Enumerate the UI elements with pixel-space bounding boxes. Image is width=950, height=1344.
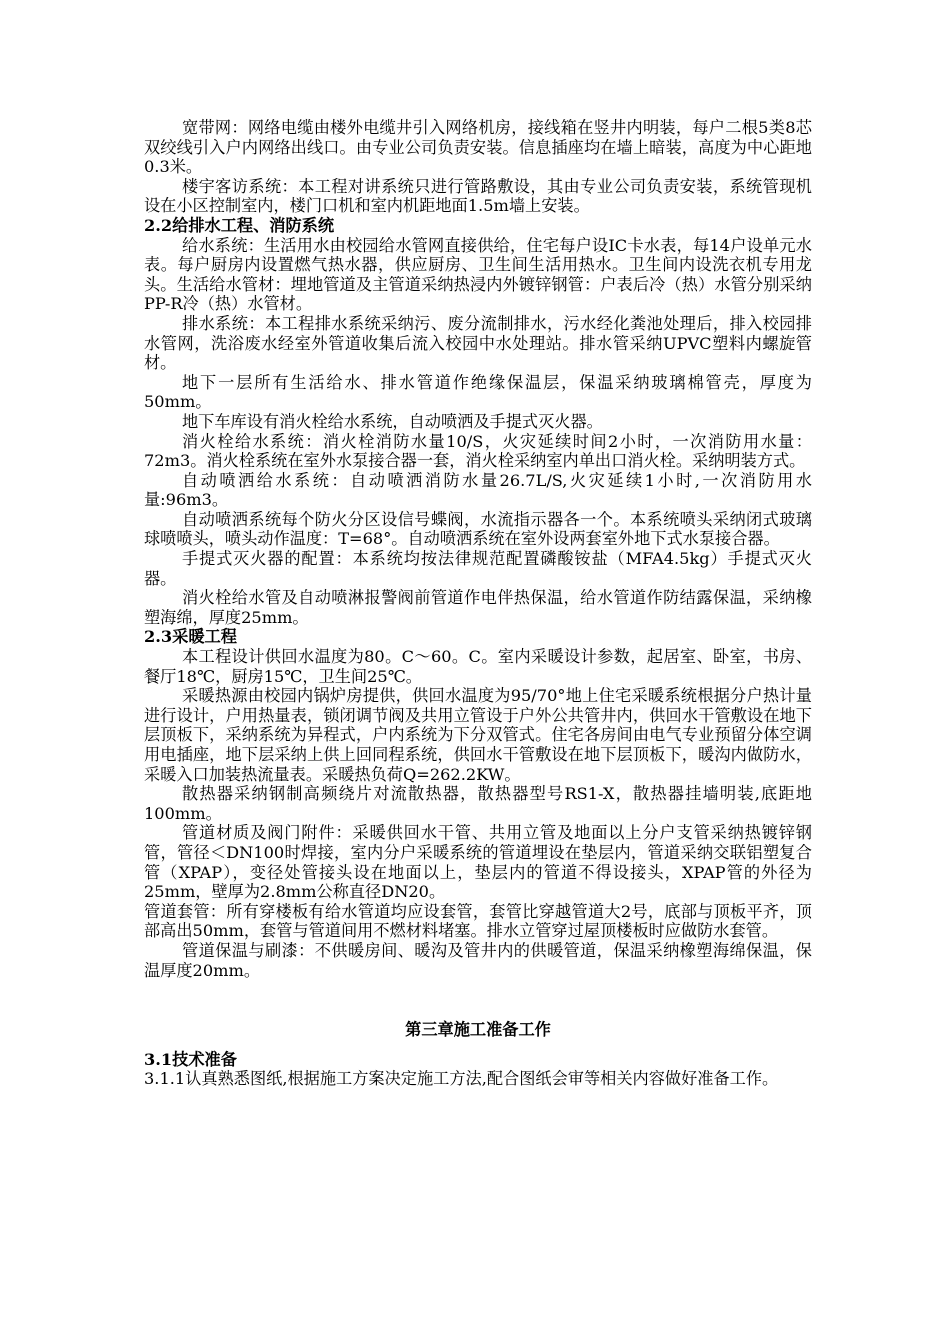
paragraph-insulation: 地下一层所有生活给水、排水管道作绝缘保温层，保温采纳玻璃棉管壳，厚度为50mm。 (144, 372, 812, 412)
paragraph-hydrant: 消火栓给水系统：消火栓消防水量10/S，火灾延续时间2小时，一次消防用水量：72m3。消火栓系统在室外水泵接合器一套，消火栓采纳室内单出口消火栓。采纳明装方式。 (144, 431, 812, 471)
paragraph-intercom: 楼宇客访系统：本工程对讲系统只进行管路敷设，其由专业公司负责安装，系统管现机设在小区控制室内，楼门口机和室内机距地面1.5m墙上安装。 (144, 176, 812, 216)
paragraph-extinguisher: 手提式灭火器的配置：本系统均按法律规范配置磷酸铵盐（MFA4.5kg）手提式灭火器。 (144, 549, 812, 588)
paragraph-temperature: 本工程设计供回水温度为80。C～60。C。室内采暖设计参数，起居室、卧室，书房、餐厅18℃，厨房15℃，卫生间25℃。 (144, 647, 812, 686)
section-heading-3-1: 3.1技术准备 (144, 1049, 237, 1069)
paragraph-heat-tracing: 消火栓给水管及自动喷淋报警阀前管道作电伴热保温，给水管道作防结露保温，采纳橡塑海绵，厚度25mm。 (144, 588, 812, 627)
paragraph-pipe-material: 管道材质及阀门附件：采暖供回水干管、共用立管及地面以上分户支管采纳热镀锌钢管，管径＜DN100时焊接，室内分户采暖系统的管道埋设在垫层内，管道采纳交联铝塑复合管（XPAP），变径处管接头设在地面以上，垫层内的管道不得设接头，XPAP管的外径为25mm，壁厚为2.8mm公称直径DN20。 (144, 823, 812, 902)
document-page (144, 118, 812, 1089)
paragraph-garage-fire: 地下车库设有消火栓给水系统，自动喷洒及手提式灭火器。 (182, 411, 603, 431)
paragraph-radiator: 散热器采纳钢制高频绕片对流散热器，散热器型号RS1-X，散热器挂墙明装,底距地100mm。 (144, 784, 812, 823)
section-heading-2-2: 2.2给排水工程、消防系统 (144, 215, 335, 235)
chapter-title: 第三章施工准备工作 (405, 1020, 551, 1040)
paragraph-heat-source: 采暖热源由校园内锅炉房提供，供回水温度为95/70°地上住宅采暖系统根据分户热计量进行设计，户用热量表，锁闭调节阀及共用立管设于户外公共管井内，供回水干管敷设在地下层顶板下，采纳系统为异程式，户内系统为下分双管式。住宅各房间由电气专业预留分体空调用电插座，地下层采纳上供上回同程系统，供回水干管敷设在地下层顶板下，暖沟内做防水，采暖入口加装热流量表。采暖热负荷Q=262.2KW。 (144, 686, 812, 784)
paragraph-sprinkler: 自动喷洒给水系统：自动喷洒消防水量26.7L/S,火灾延续1小时,一次消防用水量:96m3。 (144, 470, 812, 510)
paragraph-pipe-insulation: 管道保温与刷漆：不供暖房间、暖沟及管井内的供暖管道，保温采纳橡塑海绵保温，保温厚度20mm。 (144, 940, 812, 980)
paragraph-drainage: 排水系统：本工程排水系统采纳污、废分流制排水，污水经化粪池处理后，排入校园排水管网，洗浴废水经室外管道收集后流入校园中水处理站。排水管采纳UPVC塑料内螺旋管材。 (144, 313, 812, 373)
paragraph-3-1-1: 3.1.1认真熟悉图纸,根据施工方案决定施工方法,配合图纸会审等相关内容做好准备工作。 (144, 1069, 779, 1089)
paragraph-broadband: 宽带网：网络电缆由楼外电缆井引入网络机房，接线箱在竖井内明装，每户二根5类8芯双绞线引入户内网络出线口。由专业公司负责安装。信息插座均在墙上暗装，高度为中心距地0.3米。 (144, 118, 812, 177)
chapter-spacer (144, 980, 812, 1020)
chapter-spacer-small (144, 1040, 812, 1050)
paragraph-sleeve: 管道套管：所有穿楼板有给水管道均应设套管，套管比穿越管道大2号，底部与顶板平齐，顶部高出50mm，套管与管道间用不燃材料堵塞。排水立管穿过屋顶楼板时应做防水套管。 (144, 901, 812, 941)
paragraph-water-supply: 给水系统：生活用水由校园给水管网直接供给，住宅每户设IC卡水表，每14户设单元水表。每户厨房内设置燃气热水器，供应厨房、卫生间生活用热水。卫生间内设洗衣机专用龙头。生活给水管材：埋地管道及主管道采纳热浸内外镀锌钢管：户表后冷（热）水管分别采纳PP-R冷（热）水管材。 (144, 235, 812, 314)
section-heading-2-3: 2.3采暖工程 (144, 627, 237, 647)
paragraph-sprinkler-system: 自动喷洒系统每个防火分区设信号蝶阀，水流指示器各一个。本系统喷头采纳闭式玻璃球喷喷头，喷头动作温度：T=68°。自动喷洒系统在室外设两套室外地下式水泵接合器。 (144, 509, 812, 549)
